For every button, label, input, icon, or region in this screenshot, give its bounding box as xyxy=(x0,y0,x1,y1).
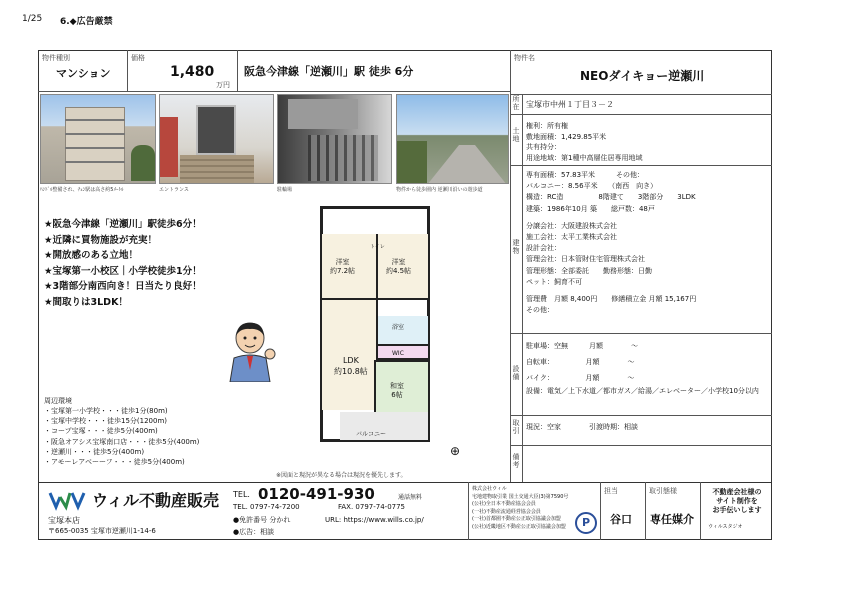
floor-plan xyxy=(300,206,490,468)
property-name: NEOダイキョー逆瀬川 xyxy=(580,69,705,83)
building-row: 管理会社：日本管財住宅管理株式会社 xyxy=(526,255,645,264)
building-row: 建築：1986年10月 築 総戸数：48戸 xyxy=(526,204,655,213)
association-row: (一社)不動産流通経営協会会員 xyxy=(472,508,541,515)
address-value: 宝塚市中州１丁目３－２ xyxy=(526,100,614,109)
building-row: 構造：RC造 8階建て 3階部分 3LDK xyxy=(526,193,696,202)
feature-item: ★近隣に買物施設が充実！ xyxy=(44,234,158,246)
plan-note: ※図面と現況が異なる場合は現況を優先します。 xyxy=(276,472,407,479)
building-info xyxy=(526,170,696,316)
photo-caption-2: エントランス xyxy=(159,187,189,193)
price-unit: 万円 xyxy=(216,81,230,89)
ad-notice: 6.◆広告厳禁 xyxy=(60,17,113,27)
staff-name: 谷口 xyxy=(610,513,632,526)
feature-item: ★宝塚第一小校区｜小学校徒歩1分！ xyxy=(44,265,202,277)
wic-label: WIC xyxy=(392,350,404,357)
tel-note: 通話無料 xyxy=(398,494,423,501)
parking-row: 自転車： 月額 ～ xyxy=(526,358,635,366)
land-info xyxy=(526,121,642,163)
privacy-mark-icon: P xyxy=(575,512,597,534)
deal-type: 専任媒介 xyxy=(650,513,694,526)
nearby-item: ・アモーレアベーーフ・・・徒歩5分(400m) xyxy=(44,458,185,467)
tel-label: TEL. xyxy=(233,490,250,499)
photo-caption-3: 駐輪場 xyxy=(277,187,293,193)
parking-row: 駐車場：空無 月額 ～ xyxy=(526,342,638,350)
company-logo-icon xyxy=(48,489,90,511)
station-access: 阪急今津線「逆瀬川」駅 徒歩 6分 xyxy=(244,65,414,78)
room-japanese-label: 和室 6帖 xyxy=(390,382,404,400)
feature-item: ★開放感のある立地！ xyxy=(44,250,139,261)
deal-type-label: 取引態様 xyxy=(649,487,677,495)
feature-item: ★3階部分南西向き！日当たり良好！ xyxy=(44,281,202,292)
association-row: 宅地建物取引業 国土交通大臣(3)第7590号 xyxy=(472,493,569,500)
entrance-photo xyxy=(159,94,274,184)
building-row: 管理費 月額 8,400円 修繕積立金 月額 15,167円 xyxy=(526,295,697,304)
fax-number: FAX. 0797-74-0775 xyxy=(338,503,406,511)
river-walk-photo xyxy=(396,94,509,184)
staff-label: 担当 xyxy=(604,487,618,495)
building-row: 分譲会社：大阪建設株式会社 xyxy=(526,221,617,230)
building-row: 施工会社：太平工業株式会社 xyxy=(526,233,617,242)
company-name: ウィル不動産販売 xyxy=(92,491,220,510)
bicycle-parking-photo xyxy=(277,94,392,184)
type-label: 物件種別 xyxy=(42,54,70,62)
building-row: その他： xyxy=(526,306,554,315)
building-row: 設計会社： xyxy=(526,244,561,253)
license-info: ●免許番号 分かれ xyxy=(233,516,291,524)
section-location: 所在 xyxy=(512,95,520,111)
ad-policy: ●広告：相談 xyxy=(233,528,275,536)
land-row: 用途地域：第1種中高層住居専用地域 xyxy=(526,153,643,162)
promo-brand: ウィルスタジオ xyxy=(708,524,743,530)
land-row: 敷地面積：1,429.85平米 xyxy=(526,132,607,141)
nearby-item: ・宝塚第一小学校・・・徒歩1分(80m) xyxy=(44,407,168,415)
company-address: 〒665-0035 宝塚市逆瀬川1-14-6 xyxy=(48,527,156,535)
price-value: 1,480 xyxy=(170,64,215,80)
building-row: 管理形態：全部委託 勤務形態：日勤 xyxy=(526,266,652,275)
nearby-title: 周辺環境 xyxy=(44,397,72,405)
room-west-label: 洋室 約7.2帖 xyxy=(330,258,356,276)
nearby-list xyxy=(44,406,199,467)
feature-list xyxy=(44,217,202,310)
association-info xyxy=(472,486,568,531)
tel2-number: TEL. 0797-74-7200 xyxy=(233,503,300,511)
name-label: 物件名 xyxy=(514,54,535,62)
staff-illustration xyxy=(220,320,280,382)
wc-label: トイレ xyxy=(370,244,385,250)
parking-row: バイク： 月額 ～ xyxy=(526,374,635,382)
association-row: (公社)全日本不動産協会会員 xyxy=(472,501,536,507)
nearby-item: ・阪急オアシス宝塚南口店・・・徒歩5分(400m) xyxy=(44,437,200,446)
building-row: ペット：飼育不可 xyxy=(526,277,582,286)
land-row: 共有持分： xyxy=(526,143,561,151)
balcony-label: バルコニー xyxy=(356,431,387,438)
section-deal: 取引 xyxy=(512,419,520,435)
print-date: 1/25 xyxy=(22,14,43,24)
deal-info: 現況：空家 引渡時期：相談 xyxy=(526,423,638,431)
nearby-item: ・コープ宝塚・・・徒歩5分(400m) xyxy=(44,427,158,436)
room-east-label: 洋室 約4.5帖 xyxy=(386,258,412,276)
bath-label: 浴室 xyxy=(392,324,405,331)
association-row: (一社)首都圏不動産公正取引協議会加盟 xyxy=(472,516,561,522)
price-label: 価格 xyxy=(131,54,145,62)
association-row: 株式会社ウィル xyxy=(472,486,507,492)
equipment-info: 設備：電気／上下水道／都市ガス／給湯／エレベーター／小学校10分以内 xyxy=(526,387,759,395)
building-row: バルコニー：8.56平米 （南西 向き） xyxy=(526,182,658,191)
promo-text: 不動産会社様の サイト制作を お手伝いします xyxy=(712,488,762,514)
building-row: 専有面積：57.83平米 その他： xyxy=(526,171,645,179)
building-photo xyxy=(40,94,156,184)
branch-name: 宝塚本店 xyxy=(48,516,80,525)
nearby-item: ・逆瀬川・・・徒歩5分(400m) xyxy=(44,447,145,456)
nearby-item: ・宝塚中学校・・・徒歩15分(1200m) xyxy=(44,417,168,426)
feature-item: ★間取りは3LDK！ xyxy=(44,296,128,308)
company-url[interactable]: URL: https://www.wills.co.jp/ xyxy=(325,516,424,524)
ldk-label: LDK 約10.8帖 xyxy=(334,356,368,376)
section-equipment: 設備 xyxy=(512,365,520,381)
compass-icon: ⊕ xyxy=(450,444,461,458)
section-land: 土地 xyxy=(512,127,520,143)
land-row: 権利：所有権 xyxy=(526,122,568,130)
parking-info xyxy=(526,338,638,386)
photo-caption-4: 物件から徒歩圏内 逆瀬川沿いの遊歩道 xyxy=(396,187,483,193)
property-type: マンション xyxy=(56,67,111,80)
association-row: (公社)近畿地区不動産公正取引協議会加盟 xyxy=(472,523,566,530)
tel-number[interactable]: 0120-491-930 xyxy=(258,485,375,503)
feature-item: ★阪急今津線「逆瀬川」駅徒歩6分！ xyxy=(44,219,202,230)
section-remarks: 備考 xyxy=(512,453,520,469)
photo-caption-1: ﾊﾝﾄﾞﾙ整備され、ﾁｪﾝ駅は高さ約5ﾒｰﾄﾙ xyxy=(40,187,124,193)
section-building: 建物 xyxy=(512,239,520,255)
